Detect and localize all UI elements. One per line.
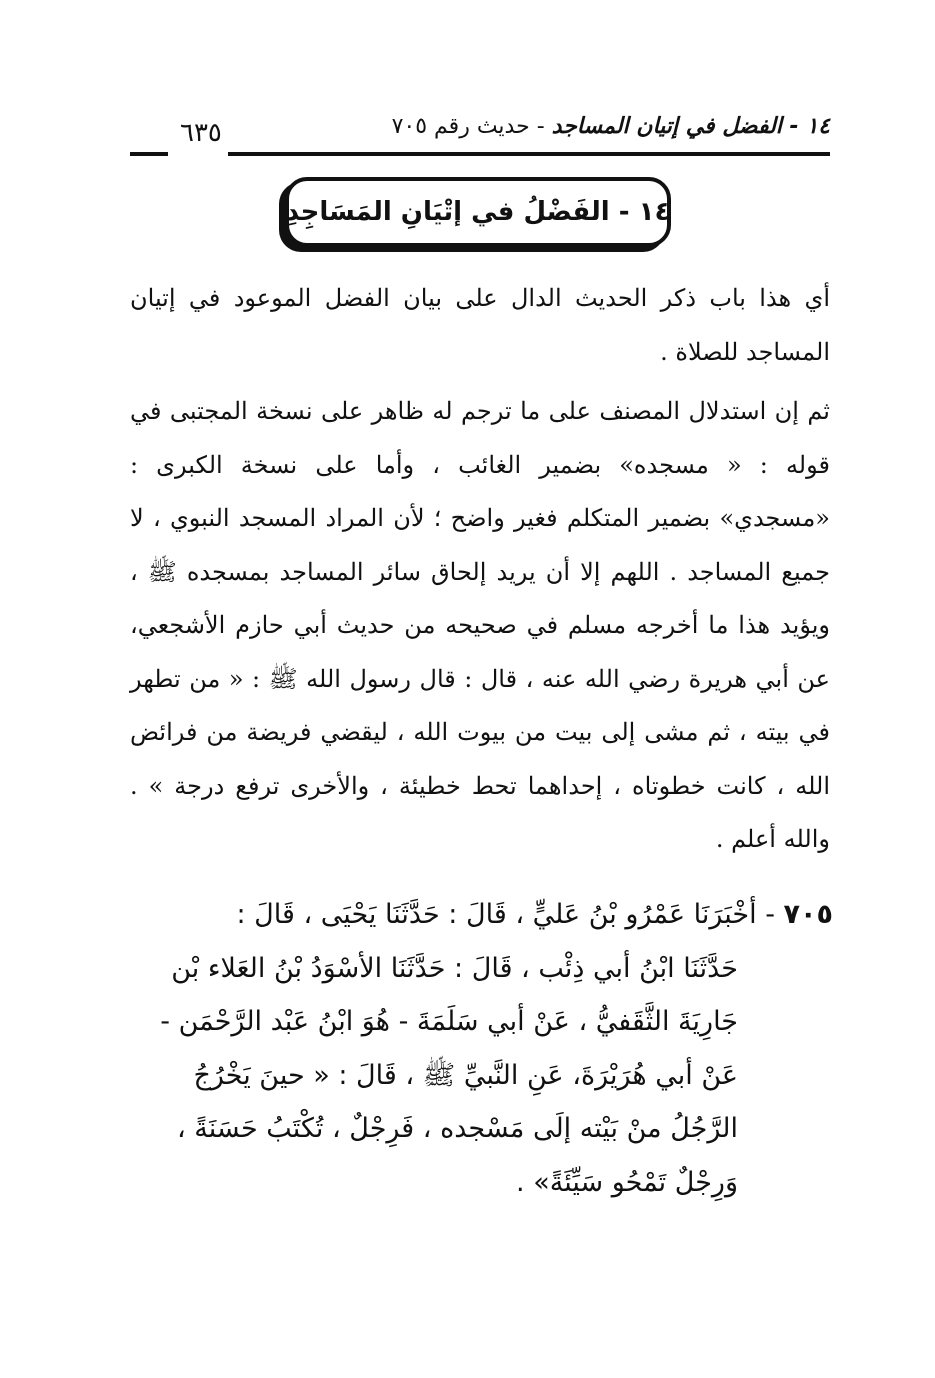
header-rule bbox=[228, 152, 830, 156]
hadith-number: ٧٠٥ bbox=[783, 899, 833, 930]
page-number: ٦٣٥ bbox=[180, 118, 222, 148]
hadith-block bbox=[128, 888, 833, 1209]
header-separator: - bbox=[529, 114, 552, 139]
chapter-heading-box bbox=[285, 177, 671, 247]
header-title bbox=[392, 114, 830, 139]
hadith-line: جَارِيَةَ الثَّقَفيُّ ، عَنْ أبي سَلَمَةَ - هُوَ ابْنُ عَبْد الرَّحْمَن - bbox=[160, 1006, 738, 1037]
chapter-heading bbox=[286, 197, 671, 227]
header-hadith-ref: حديث رقم ٧٠٥ bbox=[391, 114, 530, 139]
hadith-line: الرَّجُلُ منْ بَيْته إلَى مَسْجده ، فَرِجْلٌ ، تُكْتَبُ حَسَنَةً ، bbox=[177, 1113, 738, 1144]
hadith-dash: - bbox=[756, 899, 784, 930]
commentary-paragraph-1: أي هذا باب ذكر الحديث الدال على بيان الفضل الموعود في إتيان المساجد للصلاة . bbox=[130, 284, 830, 366]
hadith-line: حَدَّثَنَا ابْنُ أبي ذِئْب ، قَالَ : حَدَّثَنَا الأسْوَدُ بْنُ العَلاء بْن bbox=[171, 952, 738, 984]
hadith-line: وَرِجْلٌ تَمْحُو سَيِّئَةً» . bbox=[516, 1166, 738, 1198]
page-number-dash bbox=[130, 152, 168, 156]
hadith-line: عَنْ أبي هُرَيْرَةَ، عَنِ النَّبيِّ ﷺ ، قَالَ : « حينَ يَخْرُجُ bbox=[193, 1059, 738, 1091]
chapter-dash: - bbox=[609, 197, 639, 227]
running-head bbox=[130, 112, 830, 162]
chapter-title: الفَضْلُ في إتْيَانِ المَسَاجِدِ bbox=[285, 197, 610, 227]
header-chapter-ref: ١٤ - الفضل في إتيان المساجد bbox=[551, 114, 830, 139]
commentary-paragraph-2: ثم إن استدلال المصنف على ما ترجم له ظاهر على نسخة المجتبى في قوله : « مسجده» بضمير الغائب ، وأما على نسخة الكبرى : «مسجدي» بضمير المتكلم فغير واضح ؛ لأن المراد المسجد النبوي ، لا جميع المساجد . اللهم إلا أن يريد إلحاق سائر المساجد بمسجده ﷺ ، ويؤيد هذا ما أخرجه مسلم في صحيحه من حديث أبي حازم الأشجعي، عن أبي هريرة رضي الله عنه ، قال : قال رسول الله ﷺ : « من تطهر في بيته ، ثم مشى إلى بيت من بيوت الله ، ليقضي فريضة من فرائض الله ، كانت خطوتاه ، إحداهما تحط خطيئة ، والأخرى ترفع درجة » . والله أعلم . bbox=[130, 397, 830, 853]
chapter-number: ١٤ bbox=[638, 197, 671, 227]
hadith-first-line bbox=[128, 888, 833, 942]
hadith-line-1: أخْبَرَنَا عَمْرُو بْنُ عَليٍّ ، قَالَ : حَدَّثَنَا يَحْيَى ، قَالَ : bbox=[236, 899, 757, 930]
